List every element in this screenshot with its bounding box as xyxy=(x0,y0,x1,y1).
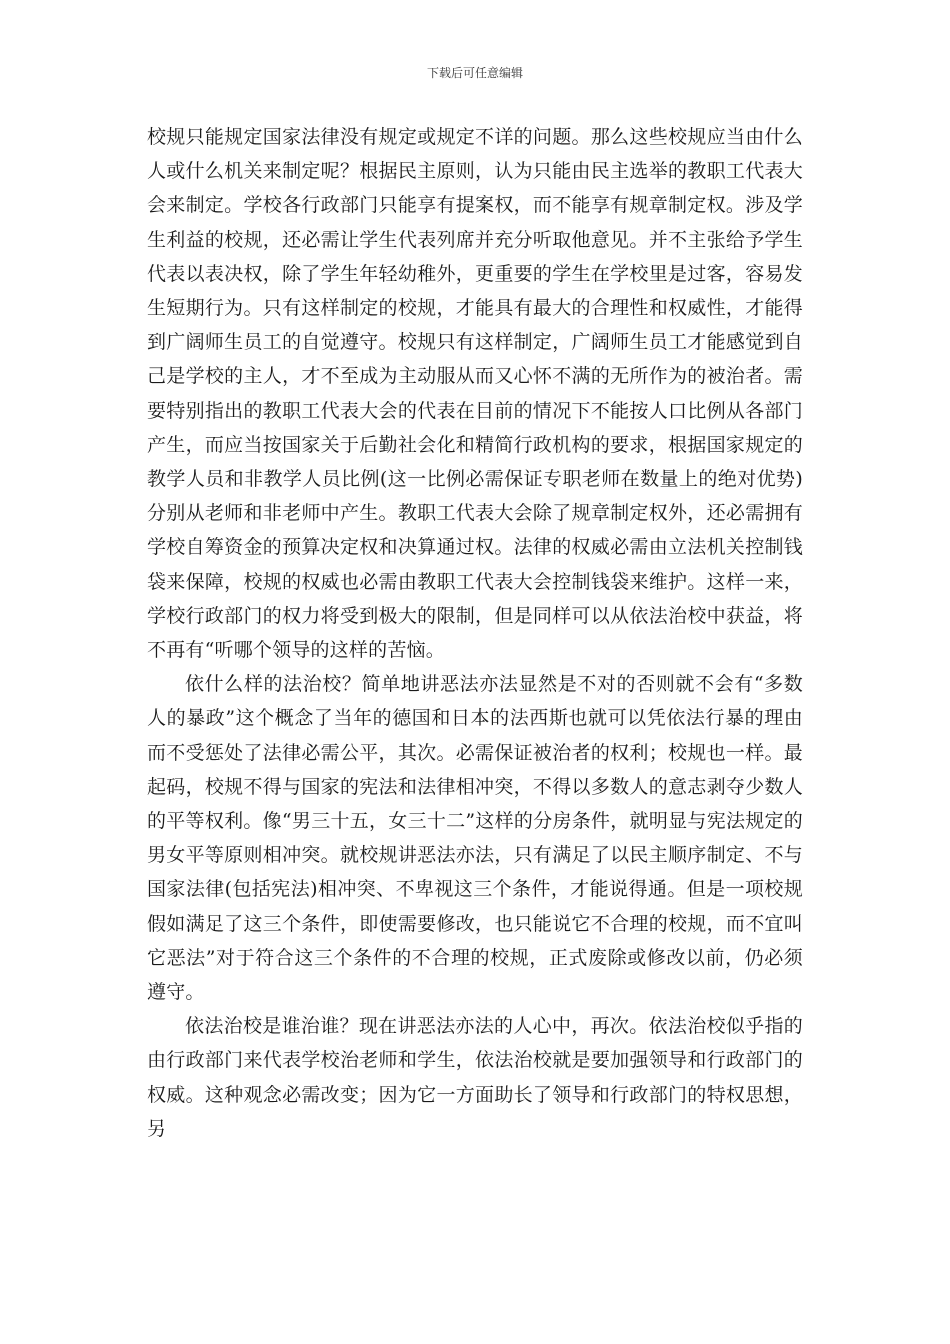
page-header-note: 下载后可任意编辑 xyxy=(426,66,523,80)
paragraph-3: 依法治校是谁治谁？现在讲恶法亦法的人心中，再次。依法治校似乎指的由行政部门来代表学校治老师和学生，依法治校就是要加强领导和行政部门的权威。这种观念必需改变；因为它一方面助长了领导和行政部门的特权思想，另 xyxy=(147,1015,803,1140)
paragraph-1: 校规只能规定国家法律没有规定或规定不详的问题。那么这些校规应当由什么人或什么机关来制定呢？根据民主原则，认为只能由民主选举的教职工代表大会来制定。学校各行政部门只能享有提案权，而不能享有规章制定权。涉及学生利益的校规，还必需让学生代表列席并充分听取他意见。并不主张给予学生代表以表决权，除了学生年轻幼稚外，更重要的学生在学校里是过客，容易发生短期行为。只有这样制定的校规，才能具有最大的合理性和权威性，才能得到广阔师生员工的自觉遵守。校规只有这样制定，广阔师生员工才能感觉到自己是学校的主人，才不至成为主动服从而又心怀不满的无所作为的被治者。需要特别指出的教职工代表大会的代表在目前的情况下不能按人口比例从各部门产生，而应当按国家关于后勤社会化和精简行政机构的要求，根据国家规定的教学人员和非教学人员比例(这一比例必需保证专职老师在数量上的绝对优势)分别从老师和非老师中产生。教职工代表大会除了规章制定权外，还必需拥有学校自筹资金的预算决定权和决算通过权。法律的权威必需由立法机关控制钱袋来保障，校规的权威也必需由教职工代表大会控制钱袋来维护。这样一来，学校行政部门的权力将受到极大的限制，但是同样可以从依法治校中获益，将不再有“听哪个领导的这样的苦恼。 xyxy=(147,126,803,662)
document-body xyxy=(147,120,803,1146)
paragraph-2: 依什么样的法治校？简单地讲恶法亦法显然是不对的否则就不会有“多数人的暴政”这个概念了当年的德国和日本的法西斯也就可以凭依法行暴的理由而不受惩处了法律必需公平，其次。必需保证被治者的权利；校规也一样。最起码，校规不得与国家的宪法和法律相冲突，不得以多数人的意志剥夺少数人的平等权利。像“男三十五，女三十二”这样的分房条件，就明显与宪法规定的男女平等原则相冲突。就校规讲恶法亦法，只有满足了以民主顺序制定、不与国家法律(包括宪法)相冲突、不卑视这三个条件，才能说得通。但是一项校规假如满足了这三个条件，即使需要修改，也只能说它不合理的校规，而不宜叫它恶法”对于符合这三个条件的不合理的校规，正式废除或修改以前，仍必须遵守。 xyxy=(147,673,803,1004)
